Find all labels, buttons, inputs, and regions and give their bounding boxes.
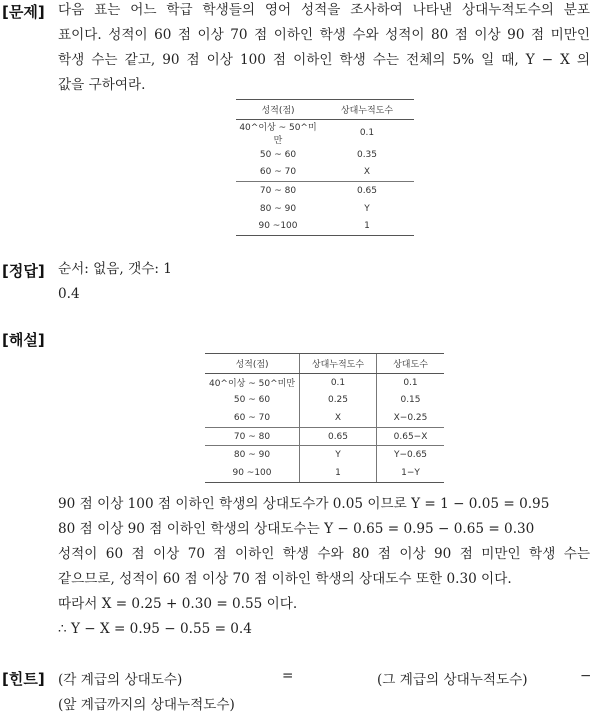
hint-equals: = xyxy=(282,668,294,684)
explanation-line: 80 점 이상 90 점 이하인 학생의 상대도수는 Y − 0.65 = 0.95 − 0.65 = 0.30 xyxy=(58,521,535,537)
table-cell: 0.25 xyxy=(300,392,377,410)
explanation-label: [해설] xyxy=(2,331,45,349)
problem-line: 표이다. 성적이 60 점 이상 70 점 이하인 학생 수와 성적이 80 점 이상 90 점 미만인 xyxy=(58,27,590,43)
hint-minus: − xyxy=(580,668,592,684)
table-header: 상대누적도수 xyxy=(300,354,377,374)
answer-label: [정답] xyxy=(2,262,45,280)
table-cell: 1−Y xyxy=(377,464,445,482)
table-cell: 0.35 xyxy=(356,149,378,160)
table-cell: 90 ~100 xyxy=(205,464,300,482)
hint-formula-left: (각 계급의 상대도수) xyxy=(58,672,183,688)
hint-formula-right: (앞 계급까지의 상대누적도수) xyxy=(58,697,235,713)
table-cell: 60 ~ 70 xyxy=(205,409,300,427)
explanation-table xyxy=(205,353,444,483)
table-cell: 0.1 xyxy=(300,374,377,392)
explanation-line: 90 점 이상 100 점 이하인 학생의 상대도수가 0.05 이므로 Y = 1 − 0.05 = 0.95 xyxy=(58,496,550,512)
table-header: 성적(점) xyxy=(205,354,300,374)
answer-text xyxy=(58,257,172,307)
table-cell: Y−0.65 xyxy=(377,446,445,464)
table-cell: X−0.25 xyxy=(377,409,445,427)
explanation-line: 성적이 60 점 이상 70 점 이하인 학생 수와 80 점 이상 90 점 미만인 학생 수는 xyxy=(58,546,590,562)
table-cell: 0.15 xyxy=(377,392,445,410)
table-cell: 90 ~100 xyxy=(236,217,320,235)
table-header: 성적(점) xyxy=(236,100,320,120)
table-cell: 1 xyxy=(300,464,377,482)
hint-label: [힌트] xyxy=(2,670,45,688)
table-cell: 0.65 xyxy=(356,185,378,196)
table-cell: Y xyxy=(364,203,370,214)
table-cell: 70 ~ 80 xyxy=(205,427,300,446)
table-cell: 70 ~ 80 xyxy=(259,185,297,196)
table-cell: 0.65−X xyxy=(377,427,445,446)
table-cell: 60 ~ 70 xyxy=(236,164,320,182)
table-cell: 50 ~ 60 xyxy=(259,149,297,160)
table-cell: 40^이상 ~ 50^미만 xyxy=(208,379,296,390)
explanation-conclusion: ∴ Y − X = 0.95 − 0.55 = 0.4 xyxy=(58,621,252,637)
frequency-table xyxy=(236,99,414,236)
answer-value: 0.4 xyxy=(58,286,80,302)
problem-label: [문제] xyxy=(2,3,45,21)
table-header: 상대도수 xyxy=(377,354,445,374)
explanation-line: 따라서 X = 0.25 + 0.30 = 0.55 이다. xyxy=(58,596,298,612)
table-cell: X xyxy=(320,164,414,182)
table-cell: 80 ~ 90 xyxy=(259,203,297,214)
table-cell: X xyxy=(300,409,377,427)
table-cell: Y xyxy=(300,446,377,464)
table-header: 상대누적도수 xyxy=(320,100,414,120)
explanation-text xyxy=(58,492,590,642)
table-cell: 40^이상 ~ 50^미만 xyxy=(239,123,317,146)
table-cell: 0.1 xyxy=(377,374,445,392)
problem-line: 다음 표는 어느 학급 학생들의 영어 성적을 조사하여 나타낸 상대누적도수의 분포 xyxy=(58,2,590,18)
answer-line: 순서: 없음, 갯수: 1 xyxy=(58,261,172,277)
table-cell: 0.65 xyxy=(300,427,377,446)
problem-text xyxy=(58,0,590,98)
table-cell: 50 ~ 60 xyxy=(233,395,271,406)
hint-formula-middle: (그 계급의 상대누적도수) xyxy=(377,672,528,688)
table-cell: 1 xyxy=(320,217,414,235)
explanation-line: 같으므로, 성적이 60 점 이상 70 점 이하인 학생의 상대도수 또한 0.30 이다. xyxy=(58,571,512,587)
table-cell: 0.1 xyxy=(359,128,375,138)
table-cell: 80 ~ 90 xyxy=(233,450,271,461)
problem-line: 학생 수는 같고, 90 점 이상 100 점 이하인 학생 수는 전체의 5% 일 때, Y − X 의 xyxy=(58,52,590,68)
problem-line: 값을 구하여라. xyxy=(58,77,146,93)
